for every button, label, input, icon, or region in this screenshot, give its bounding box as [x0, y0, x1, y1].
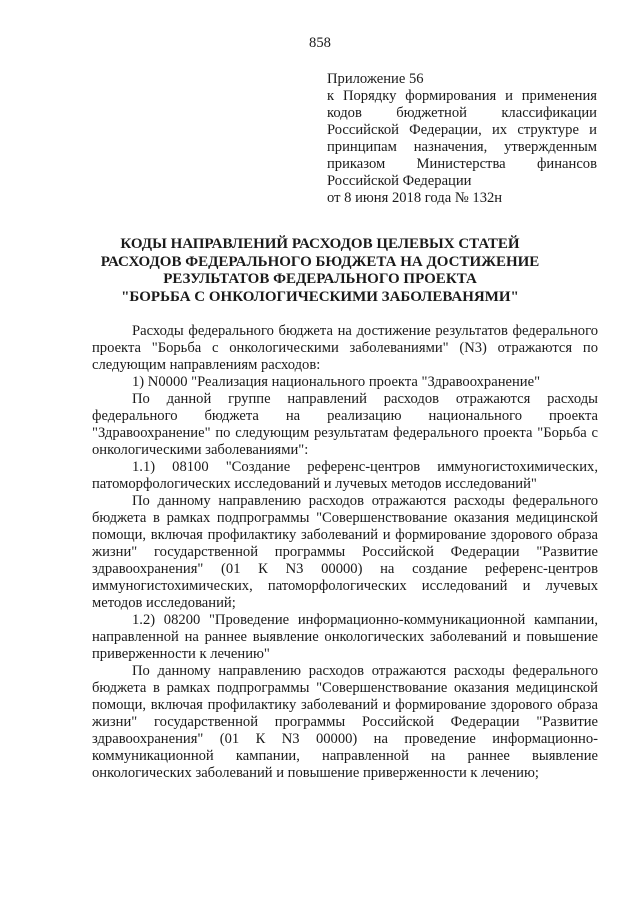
document-title	[95, 236, 545, 306]
title-line: "БОРЬБА С ОНКОЛОГИЧЕСКИМИ ЗАБОЛЕВАНЯМИ"	[121, 288, 519, 305]
appendix-label: Приложение 56	[327, 71, 424, 87]
title-line: РЕЗУЛЬТАТОВ ФЕДЕРАЛЬНОГО ПРОЕКТА	[163, 271, 477, 287]
body-paragraph: По данному направлению расходов отражаются расходы федерального бюджета в рамках подпрограммы "Совершенствование оказания медицинской помощи, включая профилактику заболеваний и формирование здорового образа жизни" государственной программы Российской Федерации "Развитие здравоохранения" (01 К N3 00000) на проведение информационно-коммуникационной кампании, направленной на раннее выявление онкологических заболеваний и повышение приверженности к лечению;	[92, 663, 598, 781]
title-line: КОДЫ НАПРАВЛЕНИЙ РАСХОДОВ ЦЕЛЕВЫХ СТАТЕЙ	[120, 236, 520, 252]
appendix-reference: к Порядку формирования и применения кодов бюджетной классификации Российской Федерации, их структуре и принципам назначения, утвержденным приказом Министерства финансов Российской Федерации	[327, 88, 597, 189]
appendix-date: от 8 июня 2018 года № 132н	[327, 190, 503, 206]
body-paragraph: По данной группе направлений расходов отражаются расходы федерального бюджета на реализацию национального проекта "Здравоохранение" по следующим результатам федерального проекта "Борьба с онкологическими заболеваниями":	[92, 391, 598, 458]
subsection-heading: 1.2) 08200 "Проведение информационно-коммуникационной кампании, направленной на раннее выявление онкологических заболеваний и повышение приверженности к лечению"	[92, 612, 598, 662]
intro-paragraph: Расходы федерального бюджета на достижение результатов федерального проекта "Борьба с онкологическими заболеваниями" (N3) отражаются по следующим направлениям расходов:	[92, 323, 598, 373]
subsection-heading: 1.1) 08100 "Создание референс-центров иммуногистохимических, патоморфологических исследований и лучевых методов исследований"	[92, 459, 598, 492]
section-heading: 1) N0000 "Реализация национального проекта "Здравоохранение"	[132, 374, 541, 390]
body-paragraph: По данному направлению расходов отражаются расходы федерального бюджета в рамках подпрограммы "Совершенствование оказания медицинской помощи, включая профилактику заболеваний и формирование здорового образа жизни" государственной программы Российской Федерации "Развитие здравоохранения" (01 К N3 00000) на создание референс-центров иммуногистохимических, патоморфологических исследований и лучевых методов исследований;	[92, 493, 598, 611]
page-number: 858	[309, 35, 331, 51]
document-body	[92, 323, 598, 782]
appendix-header	[327, 71, 597, 207]
title-line: РАСХОДОВ ФЕДЕРАЛЬНОГО БЮДЖЕТА НА ДОСТИЖЕНИЕ	[100, 253, 540, 270]
